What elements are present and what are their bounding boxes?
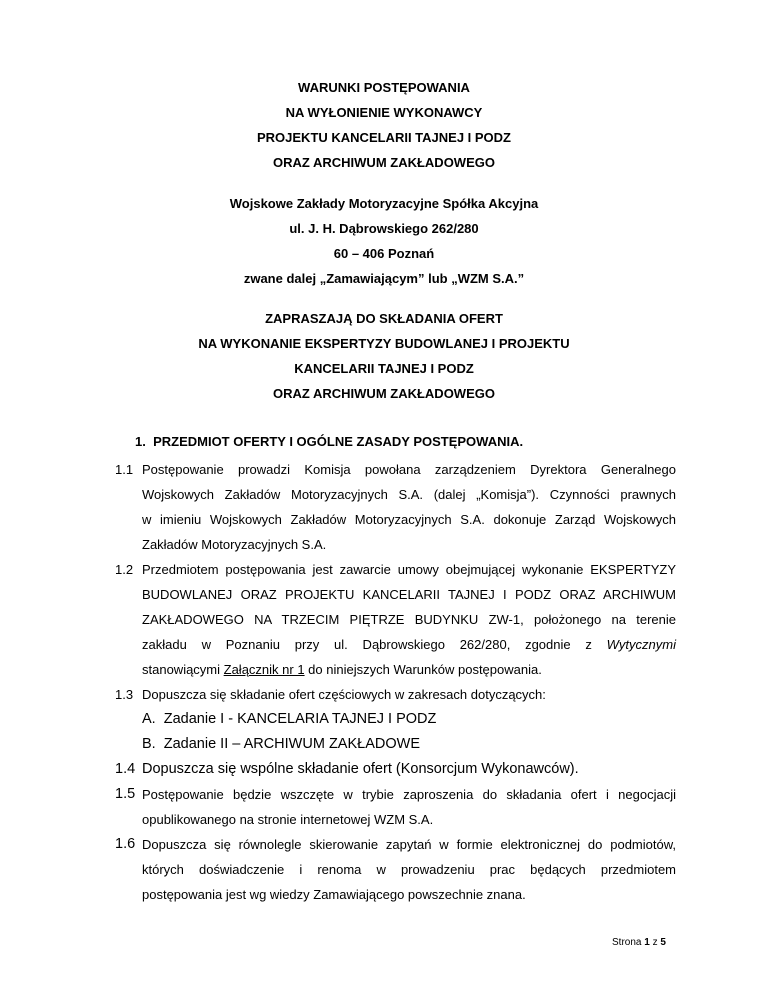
- paragraph-1-2-line-4-text: zakładu w Poznaniu przy ul. Dąbrowskiego 262/280, zgodnie z: [142, 637, 607, 652]
- page-number: [612, 936, 666, 950]
- paragraph-1-3: Dopuszcza się składanie ofert częściowych w zakresach dotyczących:: [142, 687, 546, 702]
- invitation-block: [0, 309, 768, 409]
- paragraph-number-1-1: 1.1: [115, 462, 134, 477]
- paragraph-1-5: [142, 782, 676, 832]
- paragraph-number-1-4: 1.4: [115, 761, 136, 777]
- paragraph-1-1-line: w imieniu Wojskowych Zakładów Motoryzacyjnych S.A. dokonuje Zarząd Wojskowych: [142, 512, 676, 527]
- company-block: [0, 194, 768, 294]
- paragraph-1-6-line: Dopuszcza się równolegle skierowanie zapytań w formie elektronicznej do podmiotów,: [142, 837, 676, 852]
- paragraph-number-1-5: 1.5: [115, 786, 136, 802]
- invitation-line-2: NA WYKONANIE EKSPERTYZY BUDOWLANEJ I PROJEKTU: [198, 336, 570, 351]
- attachment-1-reference: Załącznik nr 1: [223, 662, 305, 677]
- section-1-heading: 1. PRZEDMIOT OFERTY I OGÓLNE ZASADY POSTĘPOWANIA.: [135, 434, 524, 449]
- paragraph-1-4: Dopuszcza się wspólne składanie ofert (Konsorcjum Wykonawców).: [142, 761, 579, 777]
- paragraph-1-2-line: [142, 657, 676, 682]
- paragraph-1-1-line: Postępowanie prowadzi Komisja powołana zarządzeniem Dyrektora Generalnego: [142, 462, 676, 477]
- paragraph-1-5-line: opublikowanego na stronie internetowej WZM S.A.: [142, 812, 434, 827]
- invitation-line-3: KANCELARII TAJNEJ I PODZ: [294, 361, 474, 376]
- title-line-4: ORAZ ARCHIWUM ZAKŁADOWEGO: [273, 155, 495, 170]
- page-of: z: [649, 937, 661, 948]
- paragraph-1-2-line-5-text-b: do niniejszych Warunków postępowania.: [304, 662, 542, 677]
- company-street: ul. J. H. Dąbrowskiego 262/280: [289, 221, 479, 236]
- total-pages: 5: [660, 937, 666, 948]
- paragraph-number-1-3: 1.3: [115, 687, 134, 702]
- paragraph-1-2-line: [142, 632, 676, 657]
- paragraph-1-2-line: ZAKŁADOWEGO NA TRZECIM PIĘTRZE BUDYNKU ZW-1, położonego na terenie: [142, 612, 676, 627]
- paragraph-1-1-line: Zakładów Motoryzacyjnych S.A.: [142, 537, 327, 552]
- paragraph-number-1-2: 1.2: [115, 562, 134, 577]
- company-name: Wojskowe Zakłady Motoryzacyjne Spółka Akcyjna: [229, 196, 539, 211]
- paragraph-1-2-line: Przedmiotem postępowania jest zawarcie umowy obejmującej wykonanie EKSPERTYZY: [142, 562, 676, 577]
- page-label: Strona: [612, 937, 645, 948]
- paragraph-1-2-line: BUDOWLANEJ ORAZ PROJEKTU KANCELARII TAJNEJ I PODZ ORAZ ARCHIWUM: [142, 587, 676, 602]
- title-line-3: PROJEKTU KANCELARII TAJNEJ I PODZ: [256, 130, 511, 145]
- task-item-a: A. Zadanie I - KANCELARIA TAJNEJ I PODZ: [142, 711, 437, 727]
- paragraph-1-1: [142, 457, 676, 557]
- paragraph-1-1-line: Wojskowych Zakładów Motoryzacyjnych S.A. (dalej „Komisja”). Czynności prawnych: [142, 487, 676, 502]
- paragraph-number-1-6: 1.6: [115, 836, 136, 852]
- current-page: 1: [644, 937, 650, 948]
- company-alias: zwane dalej „Zamawiającym” lub „WZM S.A.”: [243, 271, 525, 286]
- title-line-2: NA WYŁONIENIE WYKONAWCY: [285, 105, 483, 120]
- document-title: [0, 78, 768, 178]
- invitation-line-4: ORAZ ARCHIWUM ZAKŁADOWEGO: [273, 386, 495, 401]
- paragraph-1-2-line-5-text-a: stanowiącymi: [142, 662, 224, 677]
- paragraph-1-6: [142, 832, 676, 907]
- paragraph-1-6-line: postępowania jest wg wiedzy Zamawiającego powszechnie znana.: [142, 887, 526, 902]
- invitation-line-1: ZAPRASZAJĄ DO SKŁADANIA OFERT: [265, 311, 503, 326]
- guidelines-reference: Wytycznymi: [606, 637, 676, 652]
- task-item-b: B. Zadanie II – ARCHIWUM ZAKŁADOWE: [142, 736, 420, 752]
- paragraph-1-5-line: Postępowanie będzie wszczęte w trybie zaproszenia do składania ofert i negocjacji: [142, 787, 676, 802]
- paragraph-1-6-line: których doświadczenie i renoma w prowadzeniu prac będących przedmiotem: [142, 862, 676, 877]
- title-line-1: WARUNKI POSTĘPOWANIA: [298, 80, 470, 95]
- paragraph-1-2: [142, 557, 676, 682]
- company-city: 60 – 406 Poznań: [333, 246, 435, 261]
